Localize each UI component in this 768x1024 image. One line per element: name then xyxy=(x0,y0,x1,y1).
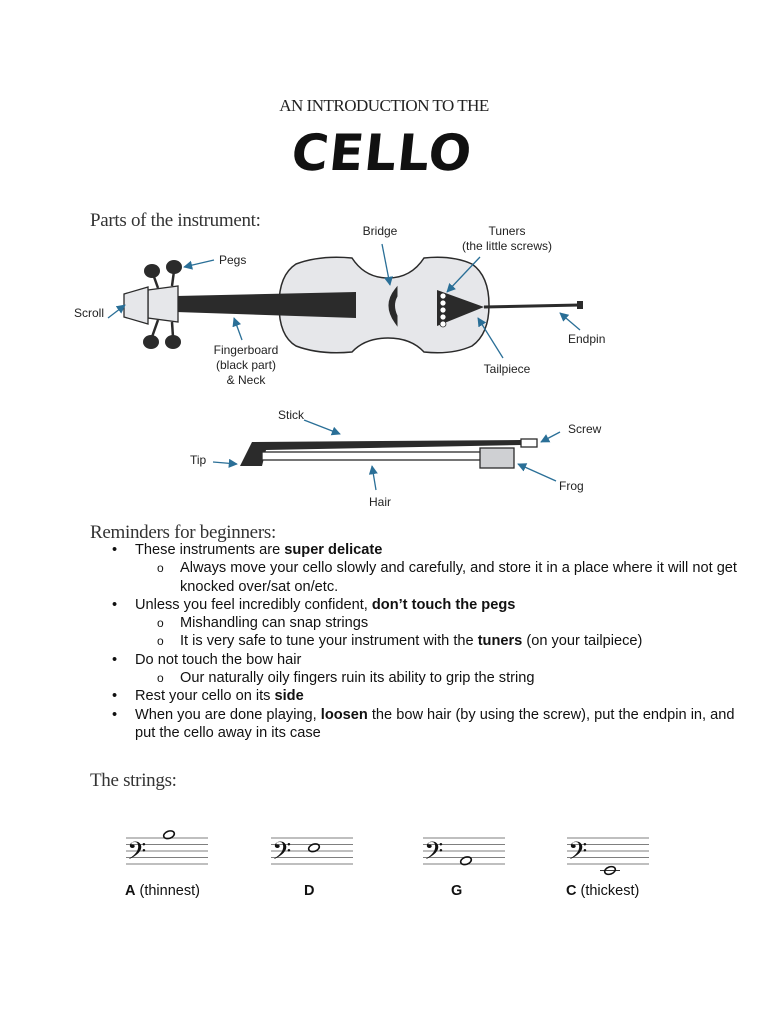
reminder-sublist xyxy=(135,614,755,651)
reminder-sublist xyxy=(135,559,755,596)
bass-clef-icon: 𝄢 xyxy=(568,838,588,871)
whole-note-g xyxy=(460,855,473,866)
hair-label: Hair xyxy=(369,495,392,509)
reminder-text: tuners xyxy=(477,633,523,650)
reminder-text: (on your tailpiece) xyxy=(522,633,643,650)
reminder-subitem xyxy=(180,632,755,650)
reminder-text: Mishandling can snap strings xyxy=(180,615,369,632)
peg-knob xyxy=(144,264,160,278)
reminder-text: Unless you feel incredibly confident, xyxy=(135,596,372,613)
frog-label: Frog xyxy=(559,479,584,493)
reminder-item xyxy=(135,687,755,705)
tuners xyxy=(440,293,446,327)
reminder-subitem xyxy=(180,669,755,687)
reminder-text: side xyxy=(274,688,304,705)
fingerboard-arrow xyxy=(234,318,242,340)
reminder-item xyxy=(135,706,755,743)
reminder-text: Do not touch the bow hair xyxy=(135,651,302,668)
reminder-text: Our naturally oily fingers ruin its ability to grip the string xyxy=(180,670,535,687)
page-title: CELLO xyxy=(288,124,476,182)
reminder-text: the bow hair (by using the screw), put the endpin in, and put the cello away in its case xyxy=(135,706,735,741)
reminder-subitem xyxy=(180,559,755,596)
bridge-label: Bridge xyxy=(362,224,398,238)
whole-note-d xyxy=(308,842,321,853)
screw-label: Screw xyxy=(568,422,602,436)
endpin-label: Endpin xyxy=(568,332,606,346)
hair-arrow xyxy=(372,466,376,490)
strings-staffs xyxy=(0,820,768,900)
reminders-list xyxy=(90,541,755,742)
string-label-d: D xyxy=(304,883,315,899)
string-label-c: C (thickest) xyxy=(566,883,640,899)
cello-diagram xyxy=(0,0,768,400)
stick-label: Stick xyxy=(278,408,305,422)
bass-clef-icon: 𝄢 xyxy=(424,838,444,871)
scroll-arrow xyxy=(108,305,125,318)
fingerboard-label-2: (black part) xyxy=(215,358,277,372)
scroll-label: Scroll xyxy=(74,306,105,320)
tuners-label: Tuners xyxy=(488,224,526,238)
bow-diagram xyxy=(0,400,768,520)
string-label-a: A (thinnest) xyxy=(125,883,200,899)
tailpiece-arrow xyxy=(478,318,503,358)
reminder-text: When you are done playing, xyxy=(135,706,321,723)
reminder-text: don’t touch the pegs xyxy=(371,596,516,613)
whole-note-a xyxy=(163,829,176,840)
fingerboard-label: Fingerboard xyxy=(213,343,279,357)
stick-arrow xyxy=(304,420,340,434)
bass-clef-icon: 𝄢 xyxy=(272,838,292,871)
pegs-label: Pegs xyxy=(219,253,247,267)
pegs-arrow xyxy=(184,260,214,267)
reminder-item xyxy=(135,651,755,688)
bass-clef-icon: 𝄢 xyxy=(127,838,147,871)
endpin xyxy=(484,305,580,307)
fingerboard xyxy=(176,292,356,318)
fingerboard-label-3: & Neck xyxy=(226,373,266,387)
reminder-text: Always move your cello slowly and carefully, and store it in a place where it will not get knocked over/sat on/etc. xyxy=(180,560,737,595)
bow-screw xyxy=(521,439,537,447)
frog-arrow xyxy=(518,464,556,481)
parts-heading: Parts of the instrument: xyxy=(90,210,261,231)
reminder-text: These instruments are xyxy=(135,542,285,558)
pegbox xyxy=(148,286,178,322)
reminder-item xyxy=(135,541,755,596)
reminder-text: It is very safe to tune your instrument with the xyxy=(180,633,478,650)
bow-frog xyxy=(480,448,514,468)
reminder-subitem xyxy=(180,614,755,632)
screw-arrow xyxy=(541,432,560,442)
reminder-text: super delicate xyxy=(284,542,383,558)
tip-arrow xyxy=(213,462,237,464)
peg-knob xyxy=(166,260,182,274)
scroll xyxy=(124,287,148,324)
reminders-heading: Reminders for beginners: xyxy=(90,522,276,543)
reminder-sublist xyxy=(135,669,755,687)
reminder-text: loosen xyxy=(320,706,368,723)
endpin-arrow xyxy=(560,313,580,330)
reminder-item xyxy=(135,596,755,651)
reminder-text: Rest your cello on its xyxy=(135,688,275,705)
peg-knob xyxy=(165,335,181,349)
string-label-g: G xyxy=(451,883,463,899)
tip-label: Tip xyxy=(190,453,207,467)
page-subtitle: AN INTRODUCTION TO THE xyxy=(279,96,489,115)
tailpiece-label: Tailpiece xyxy=(483,362,531,376)
peg-knob xyxy=(143,335,159,349)
tuners-label-sub: (the little screws) xyxy=(461,239,553,253)
strings-heading: The strings: xyxy=(90,770,177,791)
endpin-tip xyxy=(577,301,583,309)
bow-hair xyxy=(262,452,484,460)
